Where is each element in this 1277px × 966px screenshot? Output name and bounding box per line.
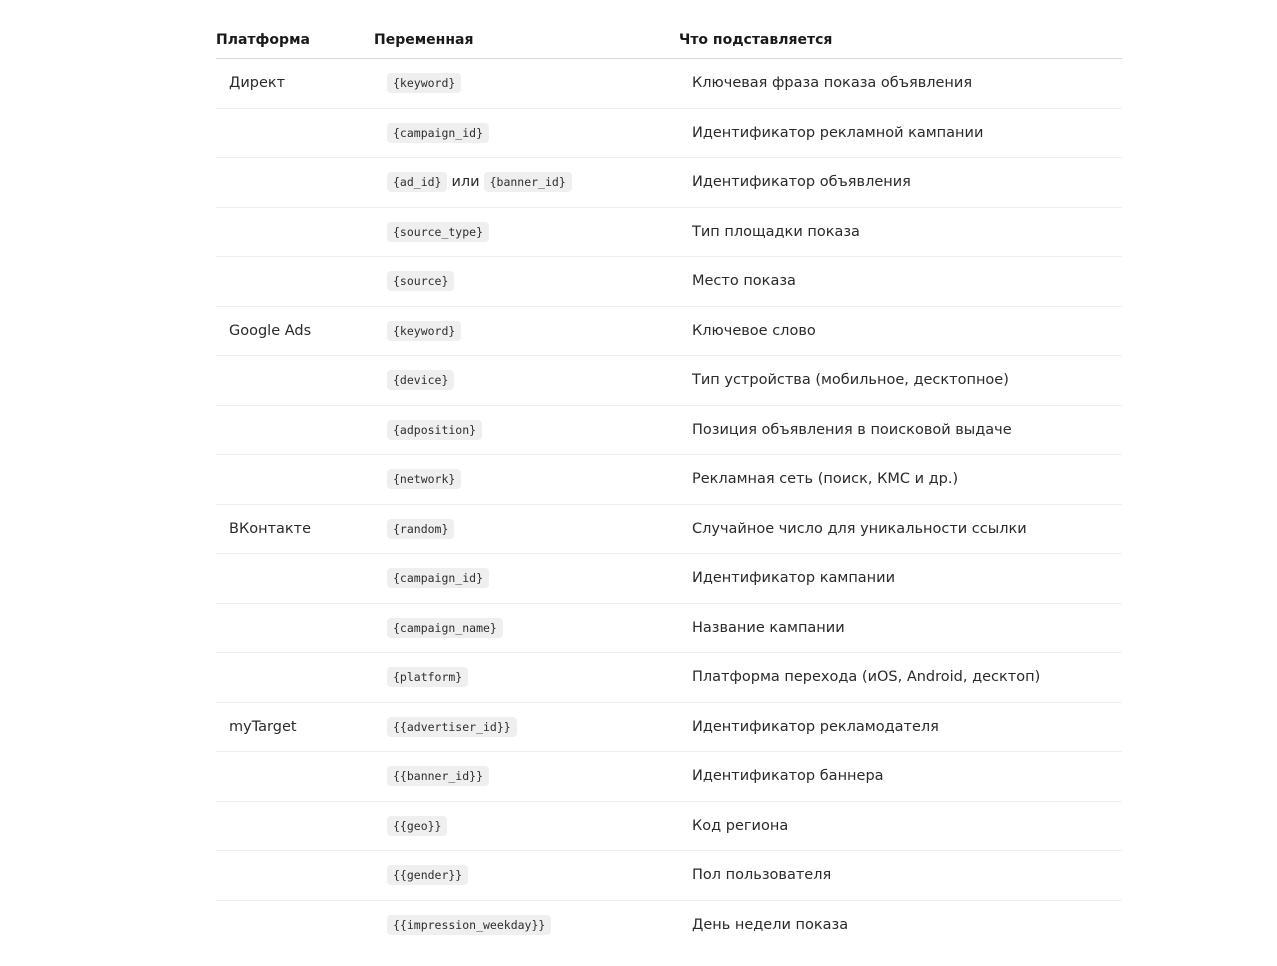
- variable-joiner: или: [451, 174, 480, 191]
- description-cell: Позиция объявления в поисковой выдаче: [679, 405, 1122, 455]
- platform-cell: [216, 752, 374, 802]
- variable-code: {keyword}: [387, 321, 461, 341]
- table-row: [216, 752, 1122, 802]
- platform-cell: [216, 653, 374, 703]
- variable-cell: [374, 405, 679, 455]
- variable-cell: [374, 108, 679, 158]
- platform-cell: [216, 158, 374, 208]
- variable-code: {{impression_weekday}}: [387, 915, 551, 935]
- table-row: [216, 702, 1122, 752]
- platform-cell: [216, 207, 374, 257]
- table-row: [216, 851, 1122, 901]
- description-cell: Ключевая фраза показа объявления: [679, 59, 1122, 109]
- variable-code: {keyword}: [387, 73, 461, 93]
- table-row: [216, 207, 1122, 257]
- table-row: [216, 158, 1122, 208]
- platform-cell: ВКонтакте: [216, 504, 374, 554]
- platform-cell: Google Ads: [216, 306, 374, 356]
- utm-variables-table-container: [216, 22, 1122, 949]
- variable-cell: [374, 455, 679, 505]
- description-cell: Идентификатор баннера: [679, 752, 1122, 802]
- platform-cell: [216, 900, 374, 949]
- platform-cell: [216, 455, 374, 505]
- table-row: [216, 108, 1122, 158]
- variable-code: {platform}: [387, 667, 468, 687]
- variable-code: {random}: [387, 519, 454, 539]
- variable-code: {campaign_id}: [387, 568, 489, 588]
- table-row: [216, 405, 1122, 455]
- table-row: [216, 59, 1122, 109]
- variable-cell: [374, 504, 679, 554]
- variable-cell: [374, 207, 679, 257]
- variable-cell: [374, 752, 679, 802]
- variable-code: {{gender}}: [387, 865, 468, 885]
- table-row: [216, 653, 1122, 703]
- description-cell: Рекламная сеть (поиск, КМС и др.): [679, 455, 1122, 505]
- table-row: [216, 455, 1122, 505]
- variable-code: {banner_id}: [484, 172, 572, 192]
- description-cell: День недели показа: [692, 916, 849, 933]
- header-variable: Переменная: [374, 22, 679, 59]
- table-row: [216, 554, 1122, 604]
- variable-cell: [374, 158, 679, 208]
- variable-cell: [374, 59, 679, 109]
- variable-cell: [374, 900, 679, 949]
- variable-code: {source_type}: [387, 222, 489, 242]
- description-cell: Случайное число для уникальности ссылки: [679, 504, 1122, 554]
- description-cell: Идентификатор рекламной кампании: [679, 108, 1122, 158]
- variable-code: {ad_id}: [387, 172, 447, 192]
- variable-cell: [374, 603, 679, 653]
- variable-code: {device}: [387, 370, 454, 390]
- table-row: [216, 257, 1122, 307]
- variable-code: {adposition}: [387, 420, 482, 440]
- variable-cell: [374, 356, 679, 406]
- description-cell: Место показа: [679, 257, 1122, 307]
- variable-cell: [374, 306, 679, 356]
- description-cell: Пол пользователя: [679, 851, 1122, 901]
- variable-cell: [374, 257, 679, 307]
- table-row: [216, 504, 1122, 554]
- variable-cell: [374, 554, 679, 604]
- description-cell: Ключевое слово: [679, 306, 1122, 356]
- description-cell: Идентификатор рекламодателя: [679, 702, 1122, 752]
- description-cell: Код региона: [679, 801, 1122, 851]
- variable-code: {{geo}}: [387, 816, 447, 836]
- header-platform: Платформа: [216, 22, 374, 59]
- description-cell: Идентификатор объявления: [679, 158, 1122, 208]
- platform-cell: [216, 108, 374, 158]
- variable-cell: [374, 702, 679, 752]
- table-row: [216, 801, 1122, 851]
- description-cell: Идентификатор кампании: [679, 554, 1122, 604]
- table-body: [216, 59, 1122, 950]
- platform-cell: [216, 356, 374, 406]
- platform-cell: [216, 801, 374, 851]
- platform-cell: [216, 554, 374, 604]
- platform-cell: [216, 851, 374, 901]
- platform-cell: [216, 603, 374, 653]
- platform-cell: [216, 405, 374, 455]
- header-description: Что подставляется: [679, 22, 1122, 59]
- table-header: [216, 22, 1122, 59]
- variable-code: {source}: [387, 271, 454, 291]
- description-cell: Название кампании: [679, 603, 1122, 653]
- variable-code: {{banner_id}}: [387, 766, 489, 786]
- table-row: [216, 603, 1122, 653]
- platform-cell: [216, 257, 374, 307]
- header-row: [216, 22, 1122, 59]
- description-cell: Тип устройства (мобильное, десктопное): [679, 356, 1122, 406]
- table-row: [216, 306, 1122, 356]
- table-row: [216, 900, 1122, 949]
- variable-cell: [374, 801, 679, 851]
- table-row: [216, 356, 1122, 406]
- variable-code: {network}: [387, 469, 461, 489]
- description-cell: Платформа перехода (иOS, Android, десктоп): [679, 653, 1122, 703]
- platform-cell: myTarget: [216, 702, 374, 752]
- variable-cell: [374, 653, 679, 703]
- platform-cell: Директ: [216, 59, 374, 109]
- variable-code: {{advertiser_id}}: [387, 717, 517, 737]
- utm-variables-table: [216, 22, 1122, 949]
- variable-code: {campaign_name}: [387, 618, 503, 638]
- variable-code: {campaign_id}: [387, 123, 489, 143]
- variable-cell: [374, 851, 679, 901]
- description-cell: Тип площадки показа: [679, 207, 1122, 257]
